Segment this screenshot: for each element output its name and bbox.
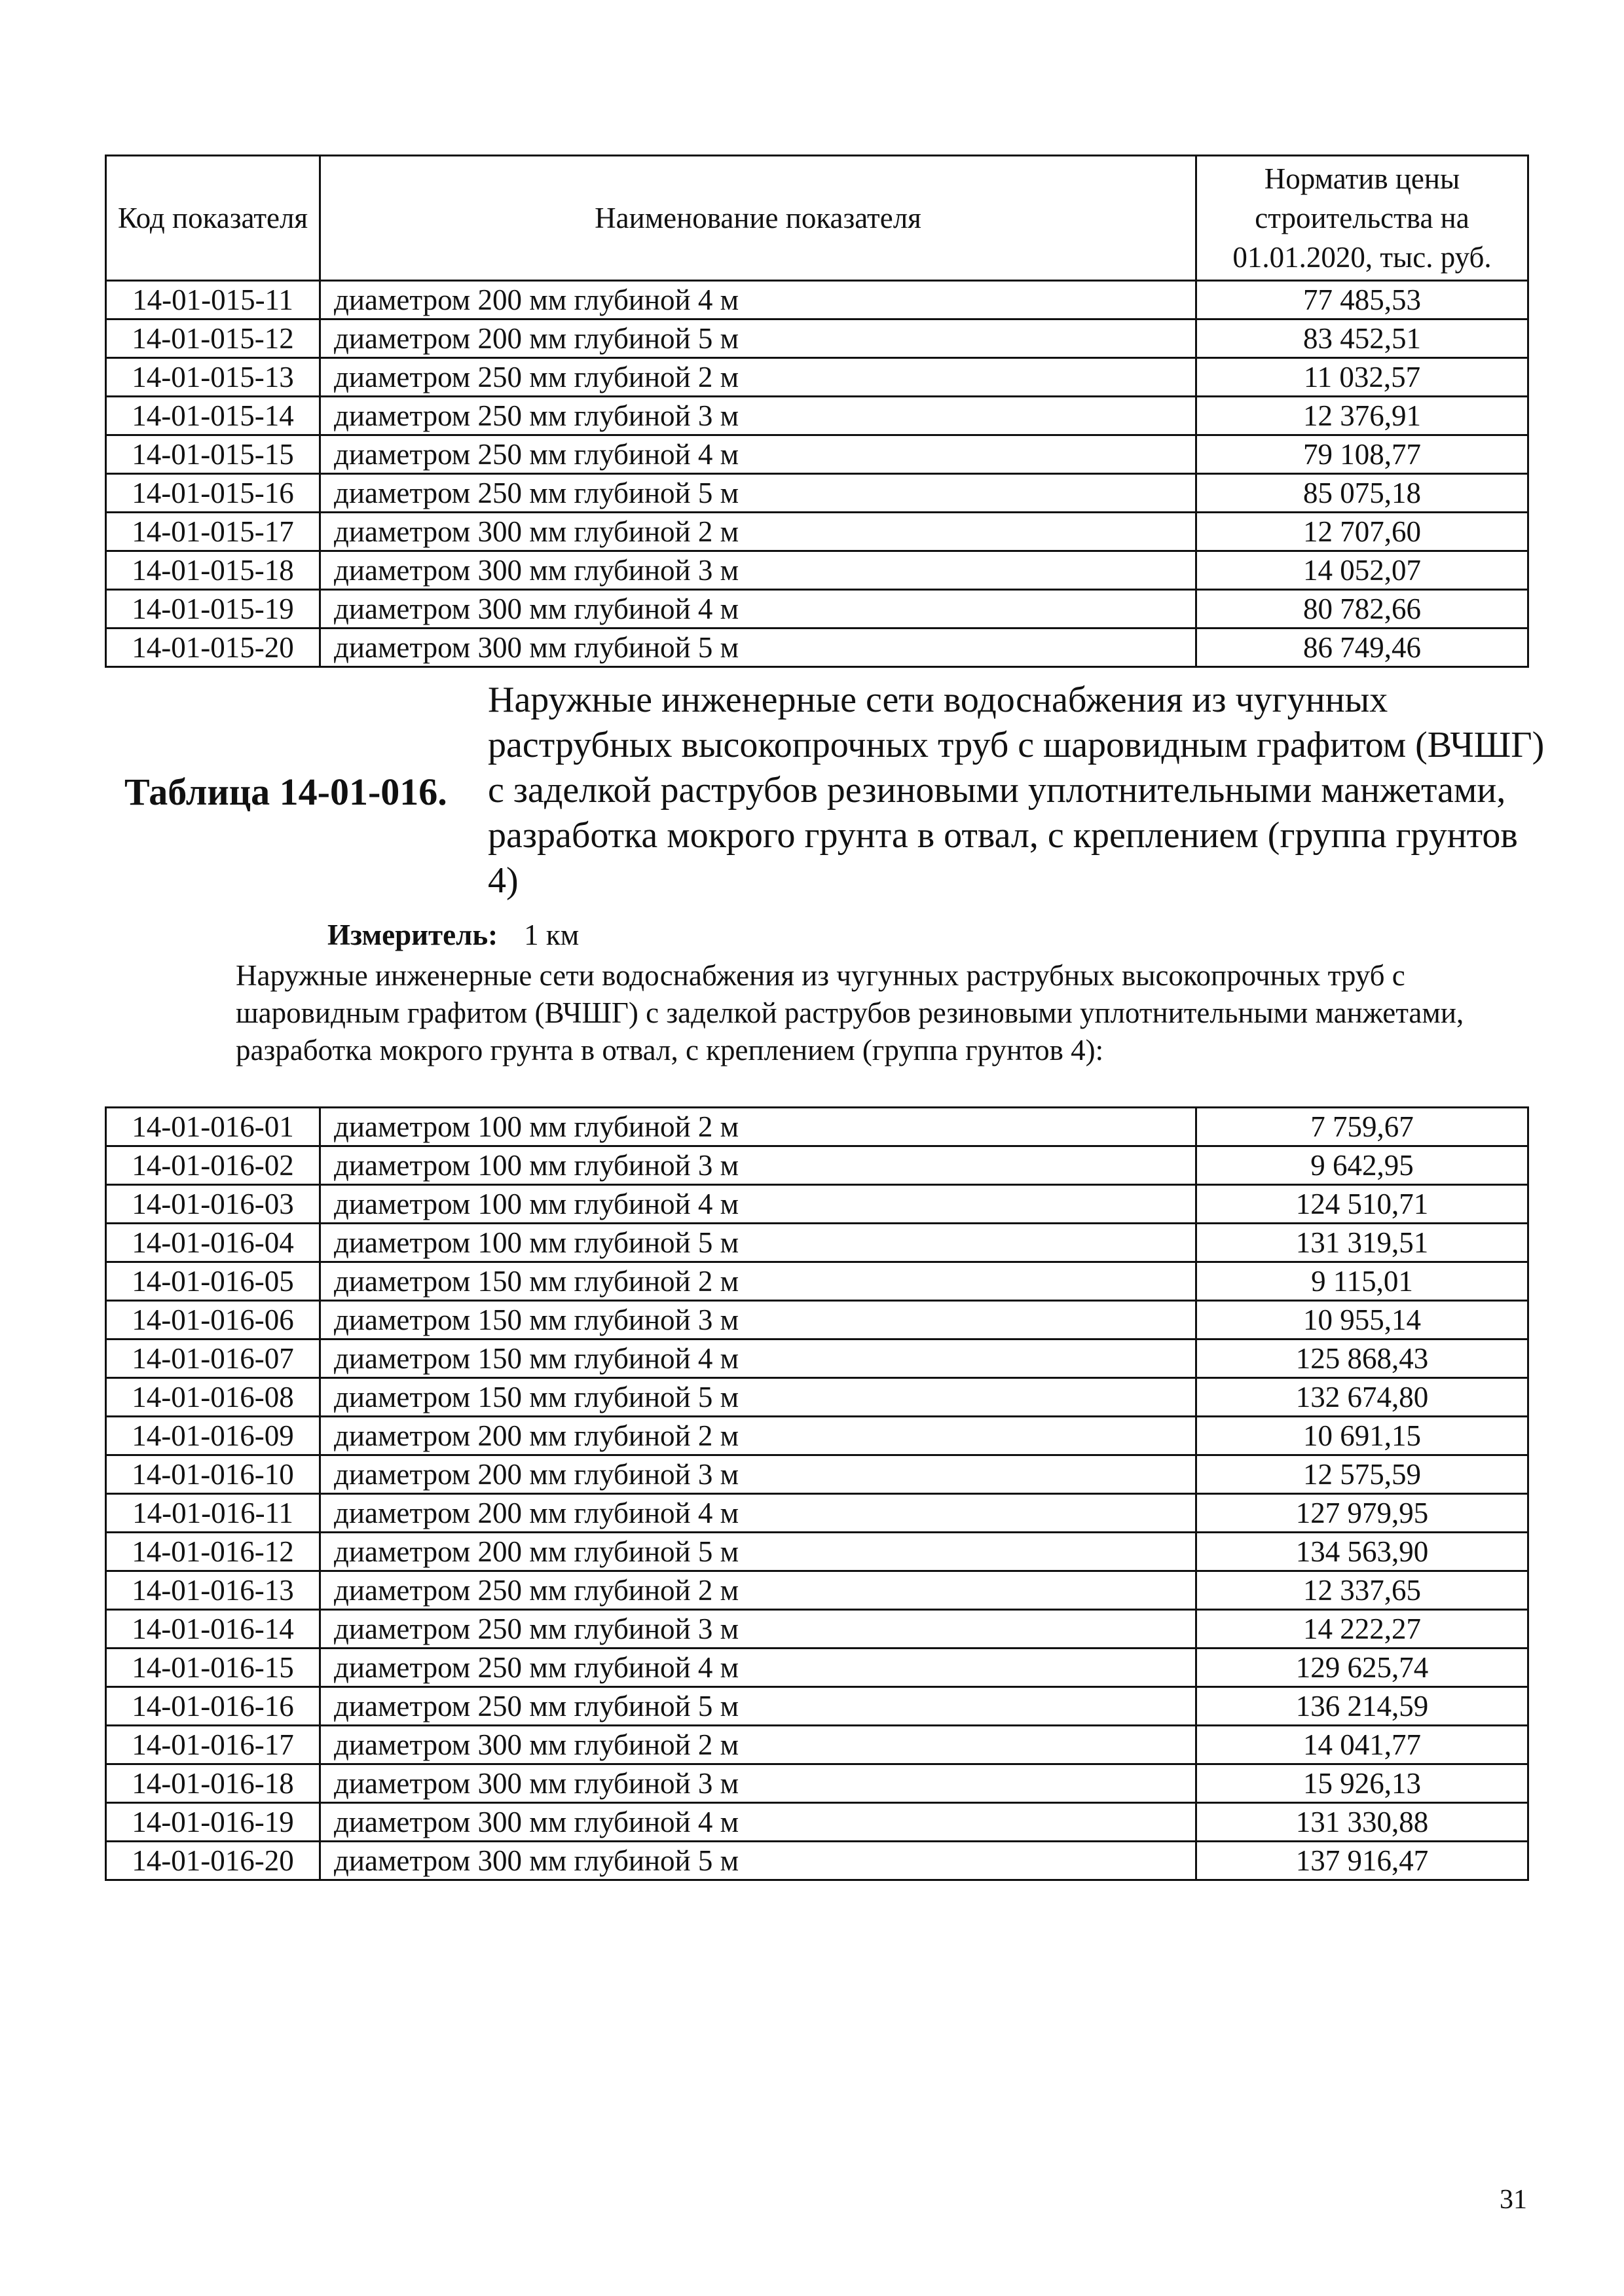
name-cell: диаметром 100 мм глубиной 4 м (320, 1185, 1196, 1224)
value-cell: 125 868,43 (1196, 1339, 1528, 1378)
value-cell: 10 691,15 (1196, 1417, 1528, 1455)
table-row (106, 1533, 1528, 1571)
value-cell: 137 916,47 (1196, 1842, 1528, 1880)
code-cell: 14-01-015-15 (106, 435, 320, 474)
value-cell: 15 926,13 (1196, 1764, 1528, 1803)
name-cell: диаметром 300 мм глубиной 2 м (320, 1726, 1196, 1764)
name-cell: диаметром 200 мм глубиной 5 м (320, 1533, 1196, 1571)
value-cell: 9 642,95 (1196, 1146, 1528, 1185)
name-cell: диаметром 250 мм глубиной 5 м (320, 1687, 1196, 1726)
table-row (106, 474, 1528, 513)
code-cell: 14-01-016-06 (106, 1301, 320, 1339)
table-row (106, 1803, 1528, 1842)
code-cell: 14-01-015-19 (106, 590, 320, 629)
name-cell: диаметром 150 мм глубиной 2 м (320, 1262, 1196, 1301)
name-cell: диаметром 300 мм глубиной 5 м (320, 1842, 1196, 1880)
name-cell: диаметром 100 мм глубиной 2 м (320, 1108, 1196, 1146)
name-cell: диаметром 300 мм глубиной 4 м (320, 1803, 1196, 1842)
name-cell: диаметром 250 мм глубиной 5 м (320, 474, 1196, 513)
code-cell: 14-01-016-13 (106, 1571, 320, 1610)
value-cell: 80 782,66 (1196, 590, 1528, 629)
table-row (106, 1224, 1528, 1262)
name-cell: диаметром 300 мм глубиной 2 м (320, 513, 1196, 551)
value-cell: 11 032,57 (1196, 358, 1528, 397)
value-cell: 136 214,59 (1196, 1687, 1528, 1726)
value-cell: 14 052,07 (1196, 551, 1528, 590)
code-cell: 14-01-015-11 (106, 281, 320, 319)
code-cell: 14-01-016-18 (106, 1764, 320, 1803)
measure-label: Измеритель: (327, 919, 498, 951)
value-cell: 134 563,90 (1196, 1533, 1528, 1571)
table-row (106, 1146, 1528, 1185)
value-cell: 77 485,53 (1196, 281, 1528, 319)
page-number: 31 (1500, 2185, 1527, 2215)
table-row (106, 1378, 1528, 1417)
price-table-015 (105, 155, 1529, 668)
code-cell: 14-01-015-12 (106, 319, 320, 358)
measure-value: 1 км (524, 919, 580, 951)
table-row (106, 281, 1528, 319)
value-cell: 9 115,01 (1196, 1262, 1528, 1301)
name-cell: диаметром 200 мм глубиной 4 м (320, 281, 1196, 319)
table-row (106, 1262, 1528, 1301)
value-cell: 10 955,14 (1196, 1301, 1528, 1339)
code-cell: 14-01-015-17 (106, 513, 320, 551)
header-value: Норматив цены строительства на 01.01.2020, тыс. руб. (1196, 156, 1528, 281)
value-cell: 83 452,51 (1196, 319, 1528, 358)
table-row (106, 1842, 1528, 1880)
table-row (106, 1494, 1528, 1533)
value-cell: 86 749,46 (1196, 629, 1528, 667)
name-cell: диаметром 200 мм глубиной 5 м (320, 319, 1196, 358)
code-cell: 14-01-016-17 (106, 1726, 320, 1764)
table-row (106, 1455, 1528, 1494)
name-cell: диаметром 200 мм глубиной 2 м (320, 1417, 1196, 1455)
code-cell: 14-01-016-15 (106, 1649, 320, 1687)
code-cell: 14-01-015-16 (106, 474, 320, 513)
table-label: Таблица 14-01-016. (124, 771, 447, 813)
table2-body (106, 1108, 1528, 1880)
table-row (106, 1301, 1528, 1339)
name-cell: диаметром 250 мм глубиной 2 м (320, 358, 1196, 397)
table-row (106, 319, 1528, 358)
table-row (106, 1649, 1528, 1687)
value-cell: 12 337,65 (1196, 1571, 1528, 1610)
price-table-016 (105, 1106, 1529, 1881)
code-cell: 14-01-016-11 (106, 1494, 320, 1533)
code-cell: 14-01-016-07 (106, 1339, 320, 1378)
header-name: Наименование показателя (320, 156, 1196, 281)
table-row (106, 1417, 1528, 1455)
code-cell: 14-01-016-01 (106, 1108, 320, 1146)
code-cell: 14-01-016-14 (106, 1610, 320, 1649)
value-cell: 132 674,80 (1196, 1378, 1528, 1417)
name-cell: диаметром 300 мм глубиной 3 м (320, 1764, 1196, 1803)
name-cell: диаметром 300 мм глубиной 5 м (320, 629, 1196, 667)
code-cell: 14-01-016-12 (106, 1533, 320, 1571)
measure-unit (327, 917, 579, 953)
name-cell: диаметром 150 мм глубиной 4 м (320, 1339, 1196, 1378)
table-row (106, 1185, 1528, 1224)
value-cell: 131 319,51 (1196, 1224, 1528, 1262)
value-cell: 14 222,27 (1196, 1610, 1528, 1649)
value-cell: 85 075,18 (1196, 474, 1528, 513)
table-row (106, 551, 1528, 590)
name-cell: диаметром 250 мм глубиной 4 м (320, 435, 1196, 474)
table-row (106, 629, 1528, 667)
name-cell: диаметром 250 мм глубиной 4 м (320, 1649, 1196, 1687)
table-row (106, 590, 1528, 629)
name-cell: диаметром 250 мм глубиной 3 м (320, 1610, 1196, 1649)
table-row (106, 1339, 1528, 1378)
code-cell: 14-01-016-09 (106, 1417, 320, 1455)
value-cell: 14 041,77 (1196, 1726, 1528, 1764)
code-cell: 14-01-016-03 (106, 1185, 320, 1224)
table-row (106, 1764, 1528, 1803)
table1-body (106, 281, 1528, 667)
code-cell: 14-01-016-04 (106, 1224, 320, 1262)
name-cell: диаметром 200 мм глубиной 4 м (320, 1494, 1196, 1533)
table-row (106, 513, 1528, 551)
code-cell: 14-01-016-08 (106, 1378, 320, 1417)
code-cell: 14-01-015-20 (106, 629, 320, 667)
table-row (106, 1571, 1528, 1610)
table-row (106, 1687, 1528, 1726)
name-cell: диаметром 100 мм глубиной 5 м (320, 1224, 1196, 1262)
value-cell: 12 376,91 (1196, 397, 1528, 435)
name-cell: диаметром 300 мм глубиной 3 м (320, 551, 1196, 590)
value-cell: 129 625,74 (1196, 1649, 1528, 1687)
value-cell: 131 330,88 (1196, 1803, 1528, 1842)
table-row (106, 358, 1528, 397)
name-cell: диаметром 300 мм глубиной 4 м (320, 590, 1196, 629)
name-cell: диаметром 150 мм глубиной 5 м (320, 1378, 1196, 1417)
value-cell: 124 510,71 (1196, 1185, 1528, 1224)
code-cell: 14-01-016-19 (106, 1803, 320, 1842)
table-title: Наружные инженерные сети водоснабжения из чугунных раструбных высокопрочных труб с шаровидным графитом (ВЧШГ) с заделкой раструбов резиновыми уплотнительными манжетами, разработка мокрого грунта в отвал, с креплением (группа грунтов 4) (488, 680, 1545, 901)
table-row (106, 1610, 1528, 1649)
code-cell: 14-01-016-02 (106, 1146, 320, 1185)
value-cell: 12 707,60 (1196, 513, 1528, 551)
header-code: Код показателя (106, 156, 320, 281)
name-cell: диаметром 250 мм глубиной 2 м (320, 1571, 1196, 1610)
table-description: Наружные инженерные сети водоснабжения из чугунных раструбных высокопрочных труб с шаровидным графитом (ВЧШГ) с заделкой раструбов резиновыми уплотнительными манжетами, разработка мокрого грунта в отвал, с креплением (группа грунтов 4): (236, 959, 1464, 1066)
name-cell: диаметром 100 мм глубиной 3 м (320, 1146, 1196, 1185)
table-row (106, 1726, 1528, 1764)
table-row (106, 1108, 1528, 1146)
name-cell: диаметром 200 мм глубиной 3 м (320, 1455, 1196, 1494)
code-cell: 14-01-015-18 (106, 551, 320, 590)
code-cell: 14-01-016-20 (106, 1842, 320, 1880)
code-cell: 14-01-015-13 (106, 358, 320, 397)
value-cell: 127 979,95 (1196, 1494, 1528, 1533)
table-header-row (106, 156, 1528, 281)
value-cell: 79 108,77 (1196, 435, 1528, 474)
value-cell: 7 759,67 (1196, 1108, 1528, 1146)
code-cell: 14-01-016-10 (106, 1455, 320, 1494)
code-cell: 14-01-015-14 (106, 397, 320, 435)
value-cell: 12 575,59 (1196, 1455, 1528, 1494)
name-cell: диаметром 250 мм глубиной 3 м (320, 397, 1196, 435)
code-cell: 14-01-016-16 (106, 1687, 320, 1726)
table-row (106, 397, 1528, 435)
name-cell: диаметром 150 мм глубиной 3 м (320, 1301, 1196, 1339)
table-row (106, 435, 1528, 474)
code-cell: 14-01-016-05 (106, 1262, 320, 1301)
